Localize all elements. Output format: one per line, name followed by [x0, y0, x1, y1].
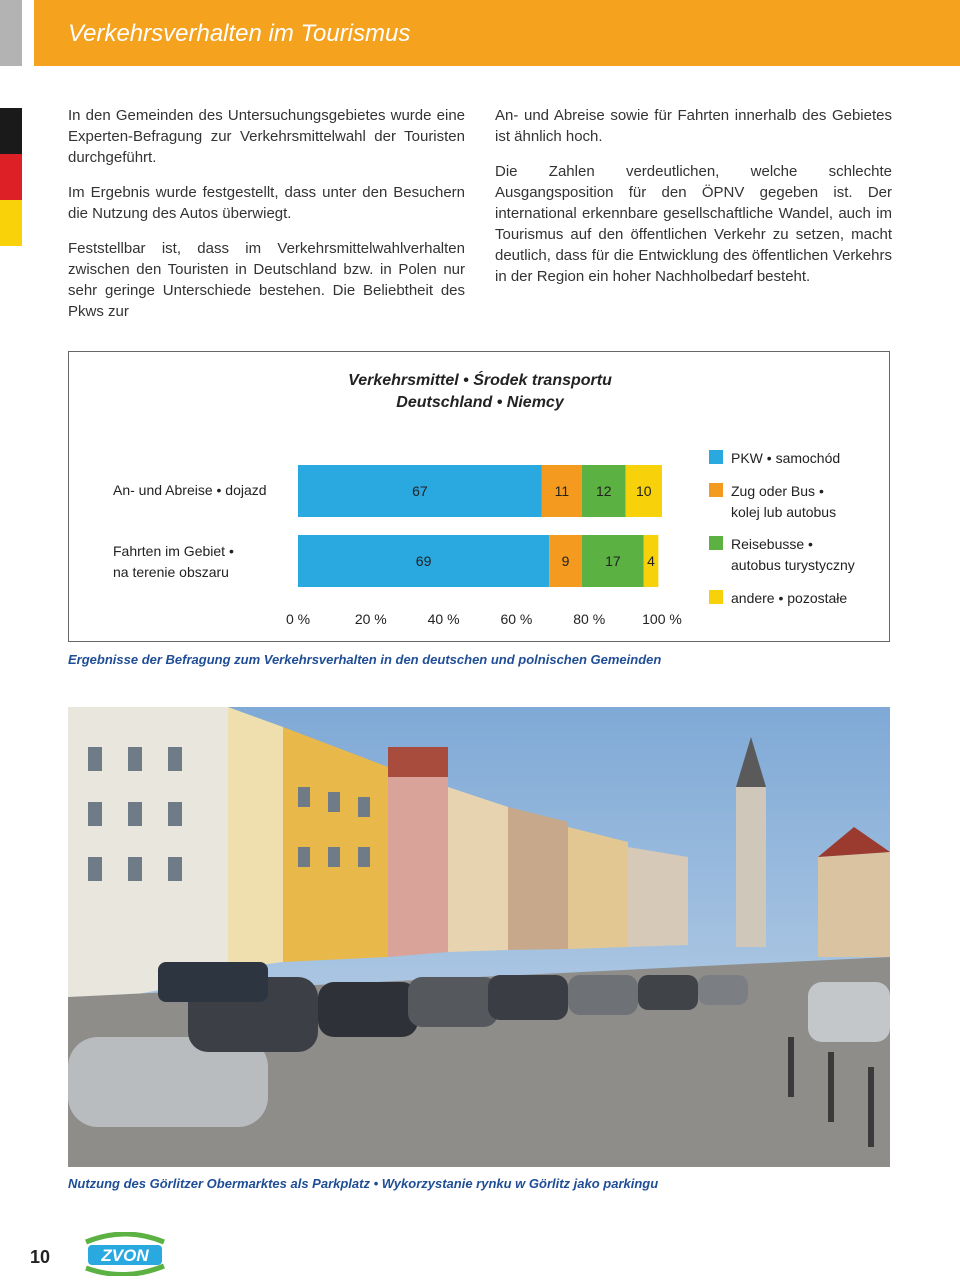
flag-black: [0, 108, 22, 154]
category-label-line: Fahrten im Gebiet •: [113, 543, 234, 559]
legend-swatch: [709, 450, 723, 464]
logo-text: ZVON: [101, 1246, 149, 1265]
photo-illustration: [68, 707, 890, 1167]
photo-caption: Nutzung des Görlitzer Obermarktes als Parkplatz • Wykorzystanie rynku w Görlitz jako parkingu: [68, 1176, 659, 1191]
paragraph: In den Gemeinden des Untersuchungsgebietes wurde eine Experten-Befragung zur Verkehrsmittelwahl der Touristen durchgeführt.: [68, 107, 465, 166]
legend-swatch: [709, 590, 723, 604]
legend-item-other: [709, 588, 847, 609]
bar-value-label: 10: [636, 483, 652, 499]
bar-value-label: 11: [554, 483, 570, 499]
bar-value-label: 4: [647, 553, 655, 569]
paragraph: Feststellbar ist, dass im Verkehrsmittelwahlverhalten zwischen den Touristen in Deutschland bzw. in Polen nur sehr geringe Unterschiede bestehen. Die Beliebtheit des Pkws zur: [68, 240, 465, 320]
legend-label: PKW • samochód: [731, 450, 841, 466]
legend-item-pkw: [709, 448, 840, 469]
bar-value-label: 9: [561, 553, 570, 569]
chart-caption: Ergebnisse der Befragung zum Verkehrsverhalten in den deutschen und polnischen Gemeinden: [68, 652, 662, 667]
chart-title-line1: Verkehrsmittel • Środek transportu: [348, 372, 612, 389]
flag-gold: [0, 200, 22, 246]
header-bar: [0, 0, 960, 66]
left-text-column: [68, 105, 465, 336]
legend-label: autobus turystyczny: [731, 557, 855, 573]
category-label-line: na terenie obszaru: [113, 564, 229, 580]
paragraph: Die Zahlen verdeutlichen, welche schlechte Ausgangsposition für den ÖPNV gegeben ist. Der international erkennbare gesellschaftliche Wandel, auch im Tourismus auf den öffentlichen Verkehr zu setzen, macht deutlich, dass für die Entwicklung des öffentlichen Verkehrs in der Region ein hoher Nachholbedarf besteht.: [495, 163, 892, 285]
category-label-line: An- und Abreise • dojazd: [113, 482, 267, 498]
zvon-logo: [80, 1232, 170, 1281]
chart-frame: [68, 351, 890, 642]
legend-swatch: [709, 536, 723, 550]
legend-item-train-bus: [709, 481, 836, 523]
bar-value-label: 67: [412, 483, 428, 499]
page-number: 10: [30, 1247, 51, 1267]
x-tick-label: 80 %: [573, 611, 606, 627]
legend-label: kolej lub autobus: [731, 504, 837, 520]
legend-swatch: [709, 483, 723, 497]
x-tick-label: 20 %: [354, 611, 387, 627]
legend-label: Zug oder Bus •: [731, 483, 824, 499]
german-flag-stripe: [0, 108, 22, 246]
bar-value-label: 12: [595, 483, 612, 499]
zvon-logo-mark: [80, 1232, 170, 1276]
flag-red: [0, 154, 22, 200]
bar-value-label: 69: [415, 553, 432, 569]
paragraph: Im Ergebnis wurde festgestellt, dass unter den Besuchern die Nutzung des Autos überwiegt.: [68, 184, 465, 222]
right-text-column: [495, 105, 892, 301]
x-tick-label: 60 %: [500, 611, 533, 627]
legend-item-coaches: [709, 534, 855, 576]
x-tick-label: 0 %: [285, 611, 311, 627]
header-gray-strip: [0, 0, 22, 66]
photo-town-square-parking: [68, 707, 890, 1167]
bar-value-label: 17: [605, 553, 621, 569]
chart-title-line2: Deutschland • Niemcy: [396, 394, 564, 411]
legend-label: andere • pozostałe: [731, 590, 848, 606]
page-title: Verkehrsverhalten im Tourismus: [68, 20, 411, 47]
x-tick-label: 100 %: [642, 611, 682, 627]
legend-label: Reisebusse •: [731, 536, 813, 552]
paragraph: An- und Abreise sowie für Fahrten innerhalb des Gebietes ist ähnlich hoch.: [495, 107, 892, 145]
x-tick-label: 40 %: [427, 611, 460, 627]
